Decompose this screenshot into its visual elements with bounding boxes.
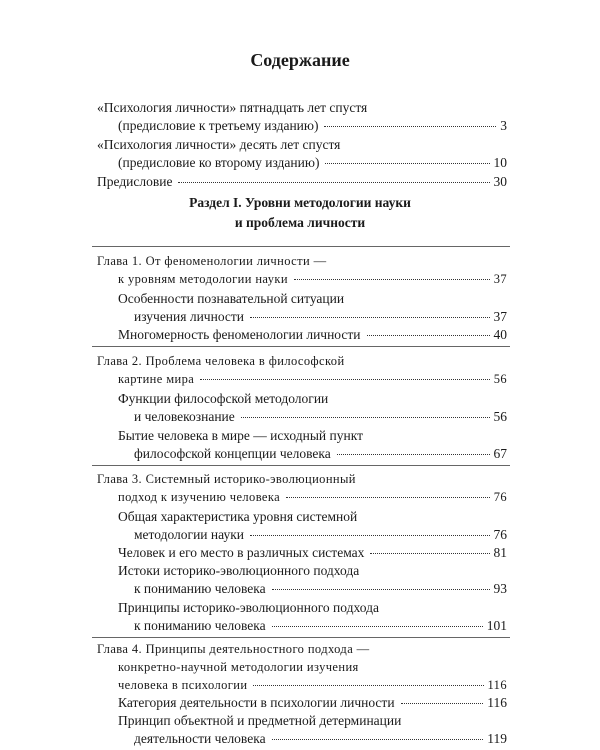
- page-number: 10: [493, 155, 507, 170]
- divider: [92, 637, 510, 638]
- toc-chapter-1[interactable]: Глава 1. От феноменологии личности —: [97, 254, 327, 268]
- toc-item-cont[interactable]: к пониманию человека 93: [134, 581, 507, 596]
- toc-item-cont[interactable]: и человекознание 56: [134, 409, 507, 424]
- leader-dots: [272, 738, 484, 740]
- leader-dots: [325, 162, 489, 164]
- leader-dots: [253, 684, 483, 686]
- page-number: 76: [493, 527, 507, 542]
- toc-chapter-3[interactable]: Глава 3. Системный историко-эволюционный: [97, 472, 356, 486]
- leader-dots: [200, 378, 489, 380]
- toc-chapter-1-cont[interactable]: к уровням методологии науки 37: [118, 272, 507, 286]
- toc-chapter-2[interactable]: Глава 2. Проблема человека в философской: [97, 354, 345, 368]
- toc-chapter-4-cont[interactable]: конкретно-научной методологии изучения: [118, 660, 359, 674]
- toc-item-cont[interactable]: деятельности человека 119: [134, 731, 507, 746]
- page-number: 40: [493, 327, 507, 342]
- toc-chapter-3-cont[interactable]: подход к изучению человека 76: [118, 490, 507, 504]
- page-number: 116: [487, 695, 507, 710]
- toc-item[interactable]: Особенности познавательной ситуации: [118, 291, 345, 306]
- leader-dots: [294, 278, 490, 280]
- toc-item-cont[interactable]: изучения личности 37: [134, 309, 507, 324]
- toc-item[interactable]: Человек и его место в различных системах 81: [118, 545, 507, 560]
- toc-item[interactable]: Принципы историко-эволюционного подхода: [118, 600, 379, 615]
- leader-dots: [367, 334, 490, 336]
- page-number: 56: [493, 372, 507, 386]
- toc-item[interactable]: Многомерность феноменологии личности 40: [118, 327, 507, 342]
- leader-dots: [337, 453, 490, 455]
- page-number: 67: [493, 446, 507, 461]
- page-number: 3: [500, 118, 507, 133]
- leader-dots: [250, 534, 490, 536]
- toc-item-cont[interactable]: философской концепции человека 67: [134, 446, 507, 461]
- toc-item[interactable]: Общая характеристика уровня системной: [118, 509, 358, 524]
- toc-chapter-4[interactable]: Глава 4. Принципы деятельностного подхода —: [97, 642, 370, 656]
- toc-item[interactable]: Бытие человека в мире — исходный пункт: [118, 428, 363, 443]
- toc-entry-foreword-2nd-cont[interactable]: (предисловие ко второму изданию) 10: [118, 155, 507, 170]
- page-number: 37: [493, 309, 507, 324]
- leader-dots: [401, 702, 484, 704]
- toc-entry-foreword-2nd[interactable]: «Психология личности» десять лет спустя: [97, 137, 341, 152]
- page-title: Содержание: [250, 50, 350, 70]
- toc-item-cont[interactable]: к пониманию человека 101: [134, 618, 507, 633]
- page-number: 56: [493, 409, 507, 424]
- toc-chapter-4-cont2[interactable]: человека в психологии 116: [118, 678, 507, 692]
- page-number: 81: [493, 545, 507, 560]
- divider: [92, 346, 510, 347]
- toc-entry-foreword-3rd-cont[interactable]: (предисловие к третьему изданию) 3: [118, 118, 507, 133]
- toc-item[interactable]: Категория деятельности в психологии личности 116: [118, 695, 507, 710]
- page-number: 76: [493, 490, 507, 504]
- page-number: 119: [487, 731, 507, 746]
- leader-dots: [272, 625, 483, 627]
- toc-item[interactable]: Принцип объектной и предметной детерминации: [118, 713, 402, 728]
- leader-dots: [324, 125, 496, 127]
- toc-item[interactable]: Истоки историко-эволюционного подхода: [118, 563, 360, 578]
- toc-entry-foreword-3rd[interactable]: «Психология личности» пятнадцать лет спустя: [97, 100, 368, 115]
- leader-dots: [370, 552, 489, 554]
- toc-item-cont[interactable]: методологии науки 76: [134, 527, 507, 542]
- page-number: 116: [487, 678, 507, 692]
- page-number: 30: [493, 174, 507, 189]
- section-heading: Раздел I. Уровни методологии науки и проблема личности: [189, 195, 411, 230]
- page-number: 37: [493, 272, 507, 286]
- divider: [92, 465, 510, 466]
- divider: [92, 246, 510, 247]
- toc-entry-preface[interactable]: Предисловие 30: [97, 174, 507, 189]
- toc-item[interactable]: Функции философской методологии: [118, 391, 329, 406]
- page-number: 101: [486, 618, 507, 633]
- leader-dots: [241, 416, 490, 418]
- leader-dots: [250, 316, 489, 318]
- toc-chapter-2-cont[interactable]: картине мира 56: [118, 372, 507, 386]
- leader-dots: [178, 181, 489, 183]
- page-number: 93: [493, 581, 507, 596]
- leader-dots: [272, 588, 490, 590]
- leader-dots: [286, 496, 490, 498]
